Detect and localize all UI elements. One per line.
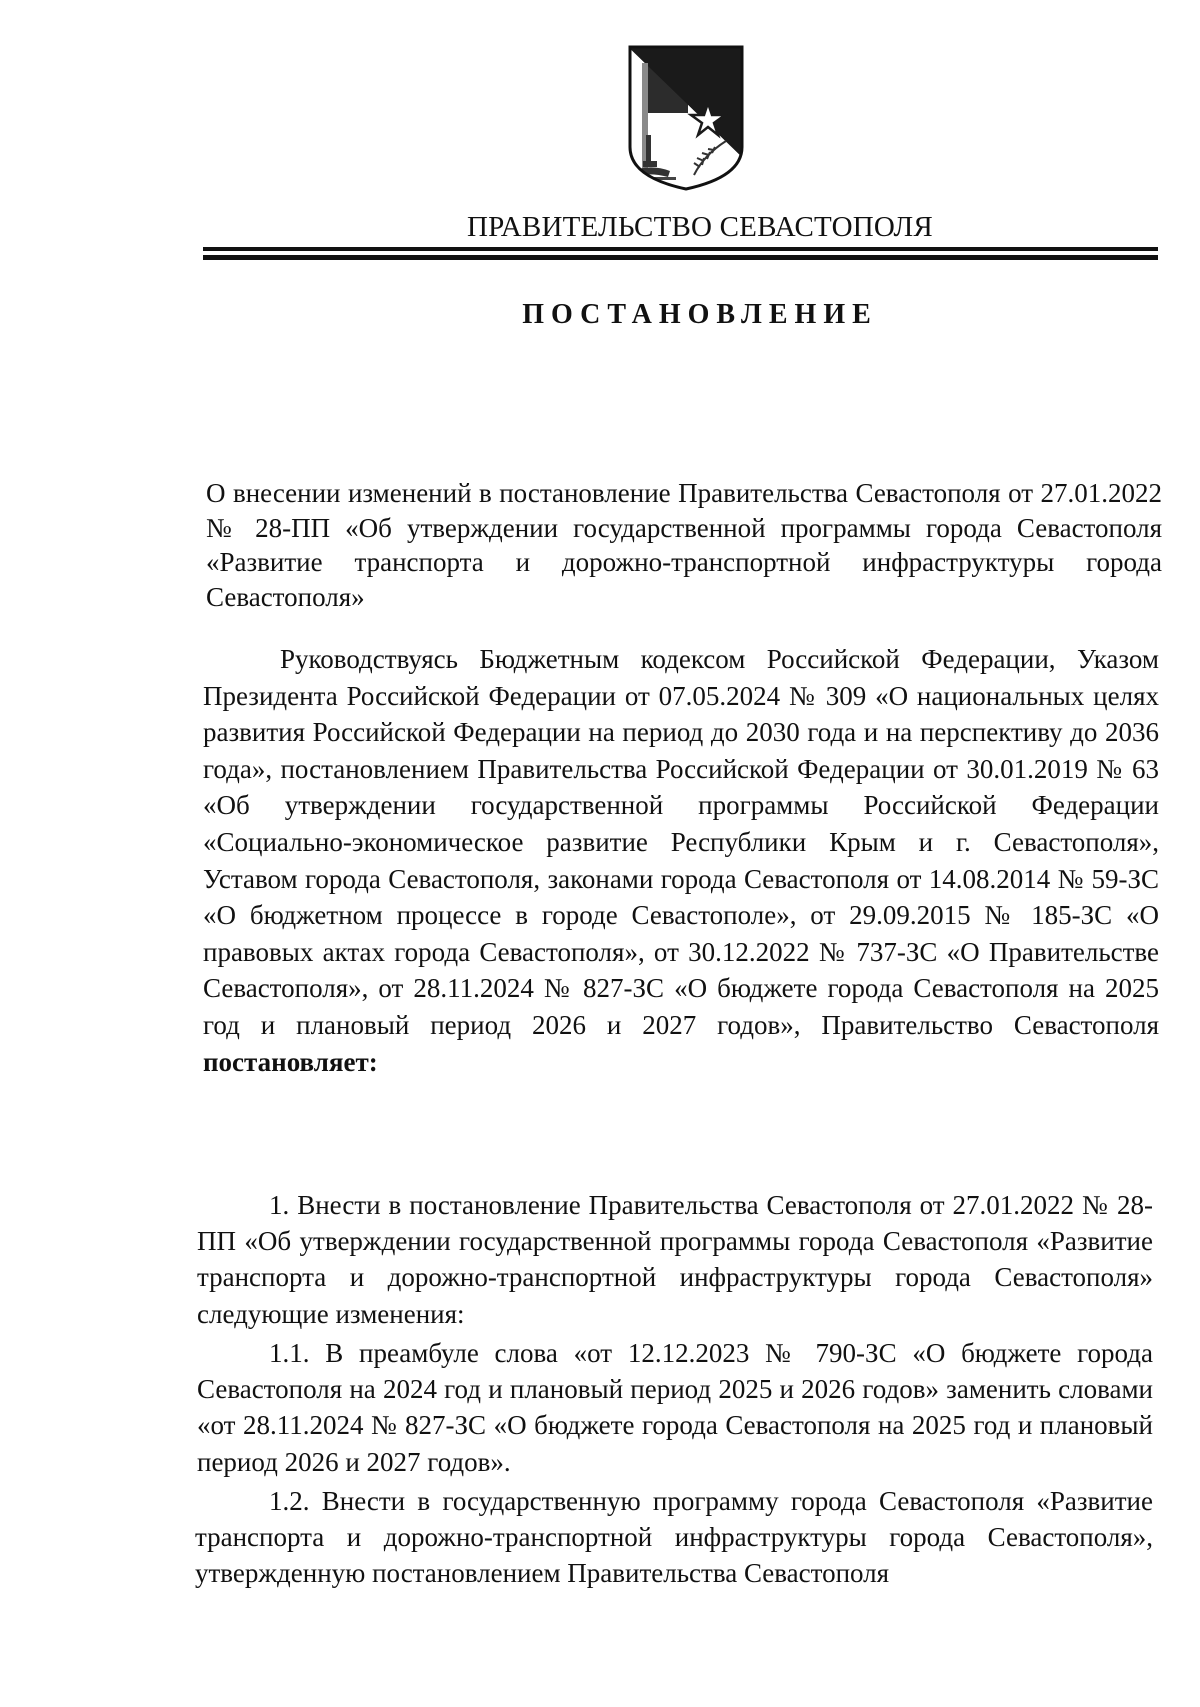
document-subject: О внесении изменений в постановление Правительства Севастополя от 27.01.2022 № 28-ПП «Об утверждении государственной программы города Севастополя «Развитие транспорта и дорожно-транспортной инфраструктуры города Севастополя» <box>206 478 1162 612</box>
rule-line-thick <box>203 255 1158 260</box>
preamble-text: Руководствуясь Бюджетным кодексом Российской Федерации, Указом Президента Российской Федерации от 07.05.2024 № 309 «О национальных целях развития Российской Федерации на период до 2030 года и на перспективу до 2036 года», постановлением Правительства Российской Федерации от 30.01.2019 № 63 «Об утверждении государственной программы Российской Федерации «Социально-экономическое развитие Республики Крым и г. Севастополя», Уставом города Севастополя, законами города Севастополя от 14.08.2014 № 59-ЗС «О бюджетном процессе в городе Севастополе», от 29.09.2015 № 185-ЗС «О правовых актах города Севастополя», от 30.12.2022 № 737-ЗС «О Правительстве Севастополя», от 28.11.2024 № 827-ЗС «О бюджете города Севастополя на 2025 год и плановый период 2026 и 2027 годов», Правительство Севастополя <box>203 644 1159 1040</box>
clause-1: 1. Внести в постановление Правительства Севастополя от 27.01.2022 № 28-ПП «Об утверждении государственной программы города Севастополя «Развитие транспорта и дорожно-транспортной инфраструктуры города Севастополя» следующие изменения: <box>197 1190 1153 1329</box>
header-double-rule <box>203 247 1158 261</box>
preamble-paragraph <box>203 641 1159 1080</box>
document-type-title: ПОСТАНОВЛЕНИЕ <box>522 299 878 330</box>
sevastopol-coat-of-arms-icon <box>624 43 748 191</box>
rule-line-thin <box>203 247 1158 251</box>
resolves-word: постановляет: <box>203 1046 378 1077</box>
government-name: ПРАВИТЕЛЬСТВО СЕВАСТОПОЛЯ <box>467 211 933 243</box>
clause-1-1: 1.1. В преамбуле слова «от 12.12.2023 № 790-ЗС «О бюджете города Севастополя на 2024 год и плановый период 2025 и 2026 годов» заменить словами «от 28.11.2024 № 827-ЗС «О бюджете города Севастополя на 2025 год и плановый период 2026 и 2027 годов». <box>197 1338 1153 1477</box>
clause-1-2: 1.2. Внести в государственную программу города Севастополя «Развитие транспорта и дорожно-транспортной инфраструктуры города Севастополя», утвержденную постановлением Правительства Севастополя <box>195 1486 1153 1589</box>
